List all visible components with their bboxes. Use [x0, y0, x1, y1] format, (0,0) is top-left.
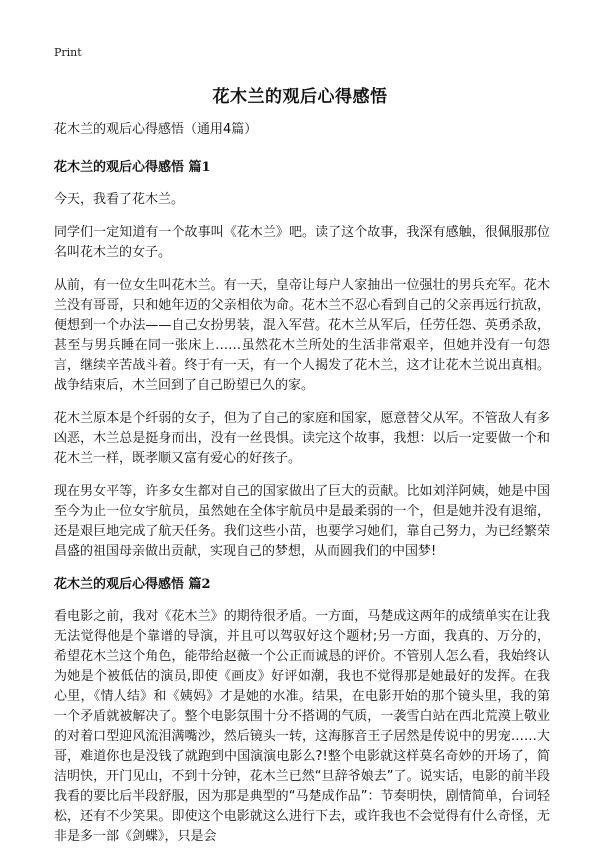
- paragraph: 同学们一定知道有一个故事叫《花木兰》吧。读了这个故事，我深有感触，很佩服那位名叫花木兰的女子。: [54, 225, 550, 260]
- document-subtitle: 花木兰的观后心得感悟（通用4篇）: [54, 122, 258, 137]
- paragraph: 现在男女平等，许多女生都对自己的国家做出了巨大的贡献。比如刘洋阿姨，她是中国至今为止一位女宇航员，虽然她在全体宇航员中是最柔弱的一个，但是她并没有退缩，还是艰巨地完成了航天任务。我们这些小苗，也要学习她们，靠自己努力，为已经繁荣昌盛的祖国母亲做出贡献，实现自己的梦想，从而圆我们的中国梦!: [54, 484, 550, 559]
- section-heading-2: 花木兰的观后心得感悟 篇2: [54, 577, 211, 592]
- section-heading-1: 花木兰的观后心得感悟 篇1: [54, 160, 211, 175]
- document-body: [54, 120, 550, 860]
- paragraph: 今天，我看了花木兰。: [54, 192, 185, 207]
- paragraph: 从前，有一位女生叫花木兰。有一天，皇帝让每户人家抽出一位强壮的男兵充军。花木兰没有哥哥，只和她年迈的父亲相依为命。花木兰不忍心看到自己的父亲再远行抗敌，便想到一个办法——自己女扮男装，混入军营。花木兰从军后，任劳任怨、英勇杀敌，甚至与男兵睡在同一张床上……虽然花木兰所处的生活非常艰辛，但她并没有一句怨言，继续辛苦战斗着。终于有一天，有一个人揭发了花木兰，这才让花木兰说出真相。战争结束后，木兰回到了自己盼望已久的家。: [54, 278, 550, 393]
- paragraph: 看电影之前，我对《花木兰》的期待很矛盾。一方面，马楚成这两年的成绩单实在让我无法觉得他是个靠谱的导演，并且可以驾驭好这个题材;另一方面，我真的、万分的，希望花木兰这个角色，能带给赵薇一个公正而诚恳的评价。不管别人怎么看，我始终认为她是个被低估的演员,即使《画皮》好评如潮，我也不觉得那是她最好的发挥。在我心里，《情人结》和《姨妈》才是她的水准。结果，在电影开始的那个镜头里，我的第一个矛盾就被解决了。整个电影氛围十分不搭调的气质，一袭雪白站在西北荒漠上敬业的对着口型迎风流泪满嘴沙，然后镜头一转，这海豚音王子居然是传说中的男宠……大哥，难道你也是没钱了就跑到中国演演电影么?!整个电影就这样莫名奇妙的开场了，简洁明快，开门见山，不到十分钟，花木兰已然“旦辞爷娘去”了。说实话，电影的前半段我看的要比后半段舒服，因为那是典型的“马楚成作品”：节奏明快，剧情简单，台词轻松，还有不少笑果。即使这个电影就这么进行下去，或许我也不会觉得有什么奇怪，无非是多一部《剑蝶》，只是会: [54, 609, 550, 844]
- print-link[interactable]: Print: [54, 46, 82, 59]
- paragraph: 花木兰原本是个纤弱的女子，但为了自己的家庭和国家，愿意替父从军。不管敌人有多凶恶，木兰总是挺身而出，没有一丝畏惧。读完这个故事，我想：以后一定要做一个和花木兰一样，既孝顺又富有爱心的好孩子。: [54, 411, 550, 466]
- page-title: 花木兰的观后心得感悟: [212, 87, 388, 107]
